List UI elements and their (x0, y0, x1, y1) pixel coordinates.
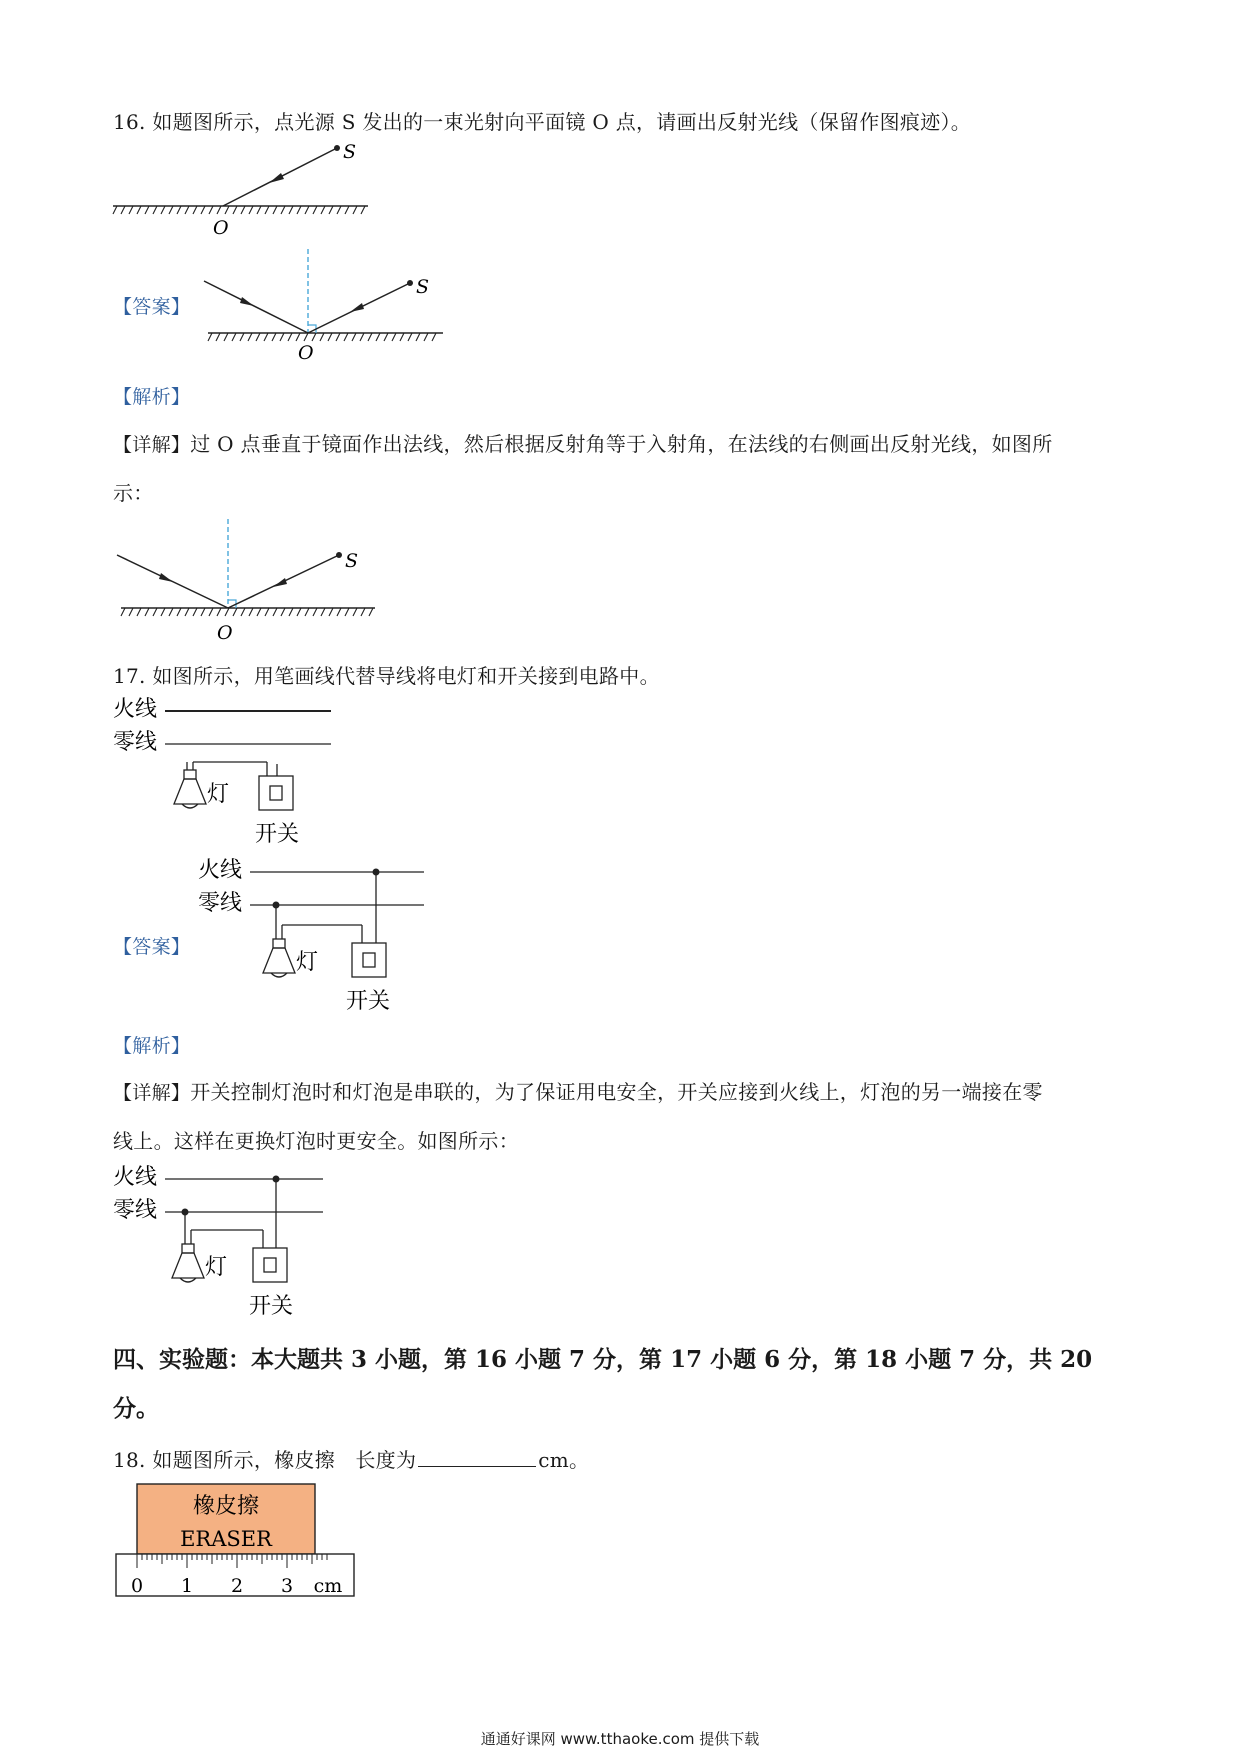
label-lamp: 灯 (205, 1255, 228, 1280)
answer-tag: 【答案】 (113, 936, 191, 958)
label-lamp: 灯 (296, 950, 319, 975)
section-heading-line2: 分。 (113, 1395, 159, 1422)
reflected-ray (204, 281, 308, 333)
answer-blank[interactable] (418, 1450, 536, 1467)
eraser-label-en: ERASER (180, 1527, 272, 1551)
q17-detail-line2: 线上。这样在更换灯泡时更安全。如图所示： (113, 1129, 519, 1153)
q18-prefix: 18. 如题图所示，橡皮擦 长度为 (113, 1448, 417, 1472)
q17-detail-figure (113, 1162, 343, 1327)
footer: 通通好课网 www.tthaoke.com 提供下载 (480, 1730, 760, 1748)
label-live: 火线 (113, 697, 158, 722)
label-o: O (217, 622, 233, 644)
label-switch: 开关 (249, 1294, 294, 1319)
q17-answer-figure (198, 855, 438, 1020)
label-neutral: 零线 (113, 1198, 158, 1223)
label-s: S (345, 550, 359, 572)
reflected-ray (117, 555, 228, 608)
light-source-point (334, 145, 340, 151)
detail-tag: 【详解】 (113, 1082, 191, 1104)
light-source-point (336, 552, 342, 558)
label-o: O (298, 342, 314, 364)
q17-text: 17. 如图所示，用笔画线代替导线将电灯和开关接到电路中。 (113, 664, 660, 688)
switch-icon (253, 1248, 287, 1282)
analysis-tag: 【解析】 (113, 1035, 191, 1057)
q18-suffix: cm。 (538, 1448, 590, 1472)
q17-figure (113, 694, 343, 859)
label-live: 火线 (113, 1165, 158, 1190)
q18-text (113, 1444, 589, 1473)
incident-arrow-icon (273, 578, 287, 587)
ruler-figure (113, 1482, 363, 1602)
lamp-icon (263, 939, 295, 977)
reflected-arrow-icon (240, 297, 254, 306)
label-neutral: 零线 (113, 730, 158, 755)
q16-detail-line2: 示： (113, 481, 154, 505)
incident-arrow-icon (269, 173, 284, 183)
unit-label: cm (313, 1575, 343, 1597)
q16-answer-figure (198, 245, 448, 365)
detail-tag: 【详解】 (113, 434, 191, 456)
reflected-arrow-icon (159, 573, 173, 582)
label-s: S (343, 141, 357, 163)
q16-text: 16. 如题图所示，点光源 S 发出的一束光射向平面镜 O 点，请画出反射光线（保留作图痕迹）。 (113, 110, 972, 134)
q17-detail-text: 开关控制灯泡时和灯泡是串联的，为了保证用电安全，开关应接到火线上，灯泡的另一端接在零 (190, 1080, 1043, 1104)
mirror-hatch (113, 206, 365, 214)
label-switch: 开关 (255, 822, 300, 847)
tick-label: 3 (280, 1575, 294, 1597)
tick-label: 0 (130, 1575, 144, 1597)
q17-detail-line1 (113, 1076, 1043, 1105)
tick-label: 2 (230, 1575, 244, 1597)
lamp-icon (172, 1244, 204, 1282)
q16-detail-text: 过 O 点垂直于镜面作出法线，然后根据反射角等于入射角，在法线的右侧画出反射光线，如图所 (190, 432, 1053, 456)
section-heading-line1: 四、实验题：本大题共 3 小题，第 16 小题 7 分，第 17 小题 6 分，第 18 小题 7 分，共 20 (113, 1346, 1093, 1373)
label-switch: 开关 (346, 989, 391, 1014)
label-lamp: 灯 (207, 782, 230, 807)
switch-icon (352, 943, 386, 977)
answer-tag: 【答案】 (113, 296, 191, 318)
light-source-point (407, 280, 413, 286)
incident-arrow-icon (350, 303, 364, 312)
label-s: S (416, 276, 430, 298)
q16-detail-figure (113, 515, 383, 645)
tick-label: 1 (180, 1575, 194, 1597)
label-o: O (213, 217, 229, 239)
analysis-tag: 【解析】 (113, 386, 191, 408)
switch-icon (259, 762, 293, 810)
q16-detail-line1 (113, 428, 1053, 457)
label-neutral: 零线 (198, 891, 243, 916)
label-live: 火线 (198, 858, 243, 883)
q16-figure (113, 140, 373, 240)
eraser-label-cn: 橡皮擦 (192, 1494, 260, 1519)
